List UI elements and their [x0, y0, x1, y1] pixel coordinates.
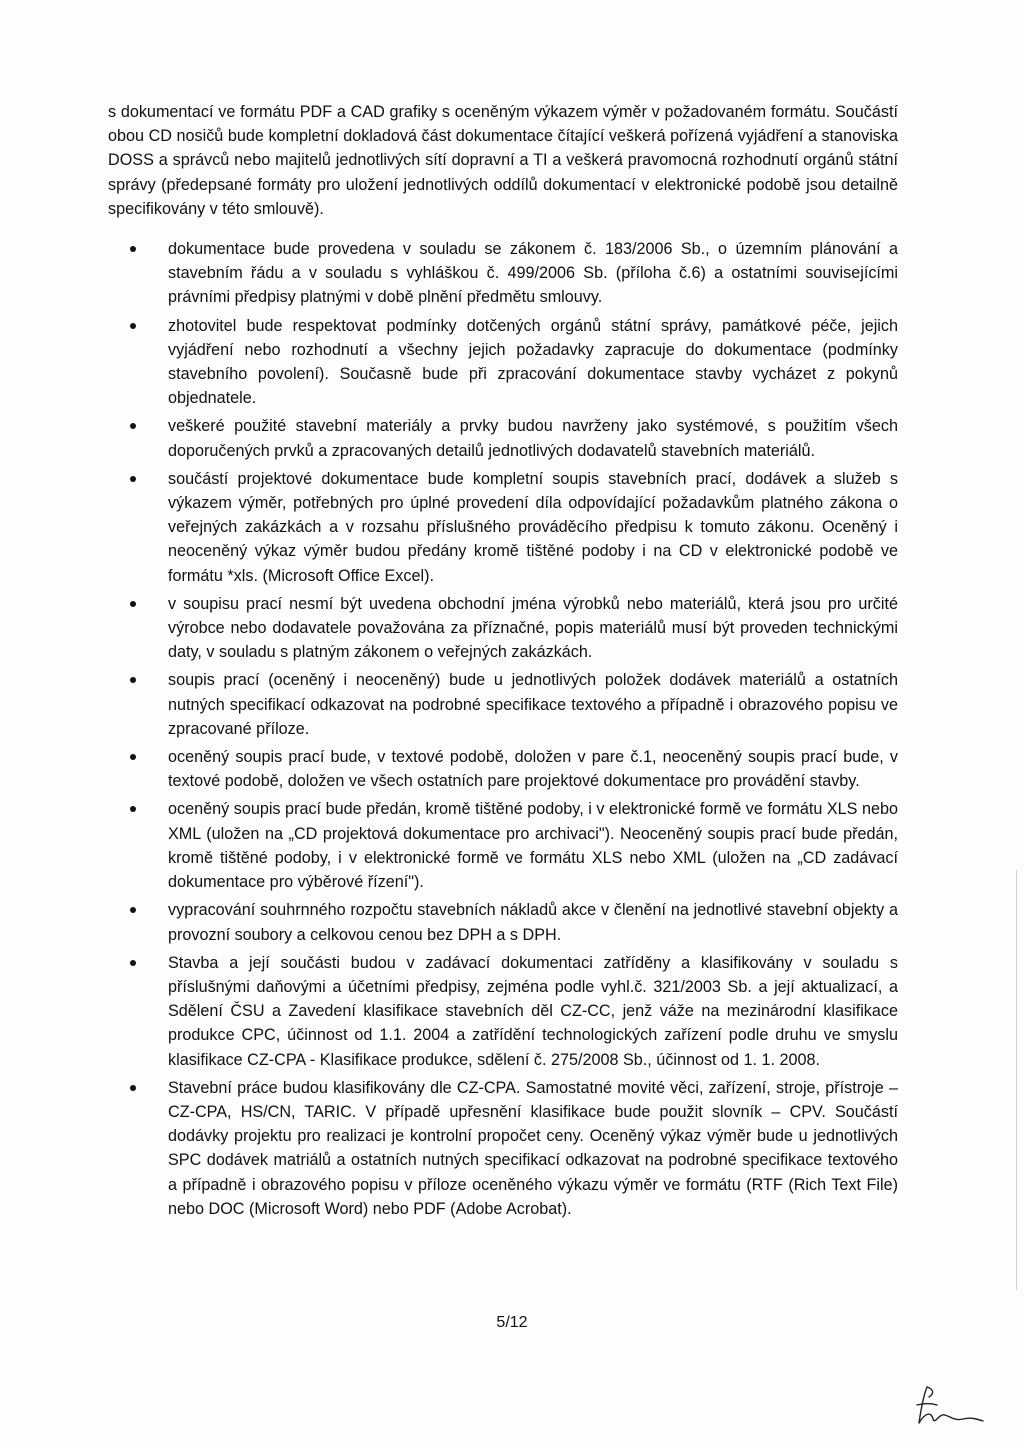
list-item-text: zhotovitel bude respektovat podmínky dotčených orgánů státní správy, památkové péče, jejich vyjádření nebo rozhodnutí a všechny jejich požadavky zapracuje do dokumentace (podmínky stavebního povolení). Současně bude při zpracování dokumentace stavby vycházet z pokynů objednatele. [168, 316, 898, 408]
list-item [108, 414, 898, 462]
list-item [108, 898, 898, 946]
list-item [108, 314, 898, 411]
list-item-text: veškeré použité stavební materiály a prvky budou navrženy jako systémové, s použitím všech doporučených prvků a zpracovaných detailů jednotlivých dodavatelů stavebních materiálů. [168, 417, 898, 460]
list-item [108, 745, 898, 793]
bullet-icon [130, 1085, 136, 1091]
list-item-text: oceněný soupis prací bude předán, kromě tištěné podoby, i v elektronické formě ve formátu XLS nebo XML (uložen na „CD projektová dokumentace pro archivaci"). Neoceněný soupis prací bude předán, kromě tištěné podoby, i v elektronické formě ve formátu XLS nebo XML (uložen na „CD zadávací dokumentace pro výběrové řízení"). [168, 800, 898, 892]
list-item [108, 592, 898, 665]
list-item-text: Stavební práce budou klasifikovány dle CZ-CPA. Samostatné movité věci, zařízení, stroje, přístroje – CZ-CPA, HS/CN, TARIC. V případě upřesnění klasifikace bude použit slovník – CPV. Součástí dodávky projektu pro realizaci je kontrolní propočet ceny. Oceněný výkaz výměr bude u jednotlivých SPC dodávek matriálů a ostatních nutných specifikací odkazovat na podrobné specifikace textového a případně i obrazového popisu v příloze oceněného výkazu výměr ve formátu (RTF (Rich Text File) nebo DOC (Microsoft Word) nebo PDF (Adobe Acrobat). [168, 1078, 898, 1218]
list-item [108, 237, 898, 310]
page-number: 5/12 [496, 1314, 528, 1331]
bullet-icon [130, 246, 136, 252]
bullet-icon [130, 754, 136, 760]
list-item-text: v soupisu prací nesmí být uvedena obchodní jména výrobků nebo materiálů, která jsou pro určité výrobce nebo dodavatele považována za příznačné, popis materiálů musí být proveden technickými daty, v souladu s platným zákonem o veřejných zakázkách. [168, 594, 898, 662]
bullet-icon [130, 601, 136, 607]
signature-mark [915, 1383, 985, 1435]
list-item-text: vypracování souhrnného rozpočtu stavebních nákladů akce v členění na jednotlivé stavební objekty a provozní soubory a celkovou cenou bez DPH a s DPH. [168, 901, 898, 944]
bullet-icon [130, 423, 136, 429]
list-item-text: soupis prací (oceněný i neoceněný) bude u jednotlivých položek dodávek materiálů a ostatních nutných specifikací odkazovat na podrobné specifikace textového a případně i obrazového popisu ve zpracované příloze. [168, 671, 898, 738]
list-item [108, 668, 898, 741]
requirements-list [108, 237, 898, 1221]
intro-paragraph: s dokumentací ve formátu PDF a CAD grafiky s oceněným výkazem výměr v požadovaném formátu. Součástí obou CD nosičů bude kompletní dokladová část dokumentace čítající veškerá pořízená vyjádření a stanoviska DOSS a správců nebo majitelů jednotlivých sítí dopravní a TI a veškerá pravomocná rozhodnutí orgánů státní správy (předepsané formáty pro uložení jednotlivých oddílů dokumentací v elektronické podobě jsou detailně specifikovány v této smlouvě). [108, 103, 898, 218]
bullet-icon [130, 476, 136, 482]
list-item [108, 951, 898, 1072]
bullet-icon [130, 806, 136, 812]
list-item-text: Stavba a její součásti budou v zadávací dokumentaci zatříděny a klasifikovány v souladu s příslušnými daňovými a účetními předpisy, zejména podle vyhl.č. 321/2003 Sb. a její aktualizací, a Sdělení ČSU a Zavedení klasifikace stavebních děl CZ-CC, jenž váže na mezinárodní klasifikace produkce CPC, účinnost od 1.1. 2004 a zatřídění technologických zařízení podle druhu ve smyslu klasifikace CZ-CPA - Klasifikace produkce, sdělení č. 275/2008 Sb., účinnost od 1. 1. 2008. [168, 953, 898, 1069]
document-body [108, 100, 898, 1225]
list-item [108, 467, 898, 588]
list-item [108, 797, 898, 894]
bullet-icon [130, 907, 136, 913]
list-item-text: součástí projektové dokumentace bude kompletní soupis stavebních prací, dodávek a služeb s výkazem výměr, potřebných pro úplné provedení díla odpovídající požadavkům platného zákona o veřejných zakázkách a v rozsahu příslušného prováděcího předpisu k tomuto zákonu. Oceněný i neoceněný výkaz výměr budou předány kromě tištěné podoby i na CD v elektronické podobě ve formátu *xls. (Microsoft Office Excel). [168, 469, 898, 585]
bullet-icon [130, 960, 136, 966]
list-item-text: oceněný soupis prací bude, v textové podobě, doložen v pare č.1, neoceněný soupis prací bude, v textové podobě, doložen ve všech ostatních pare projektové dokumentace pro provádění stavby. [168, 748, 898, 791]
list-item-text: dokumentace bude provedena v souladu se zákonem č. 183/2006 Sb., o územním plánování a stavebním řádu a v souladu s vyhláškou č. 499/2006 Sb. (příloha č.6) a ostatními souvisejícími právními předpisy platnými v době plnění předmětu smlouvy. [168, 240, 898, 307]
list-item [108, 1076, 898, 1221]
scan-edge-line [1016, 870, 1017, 1290]
bullet-icon [130, 323, 136, 329]
bullet-icon [130, 677, 136, 683]
